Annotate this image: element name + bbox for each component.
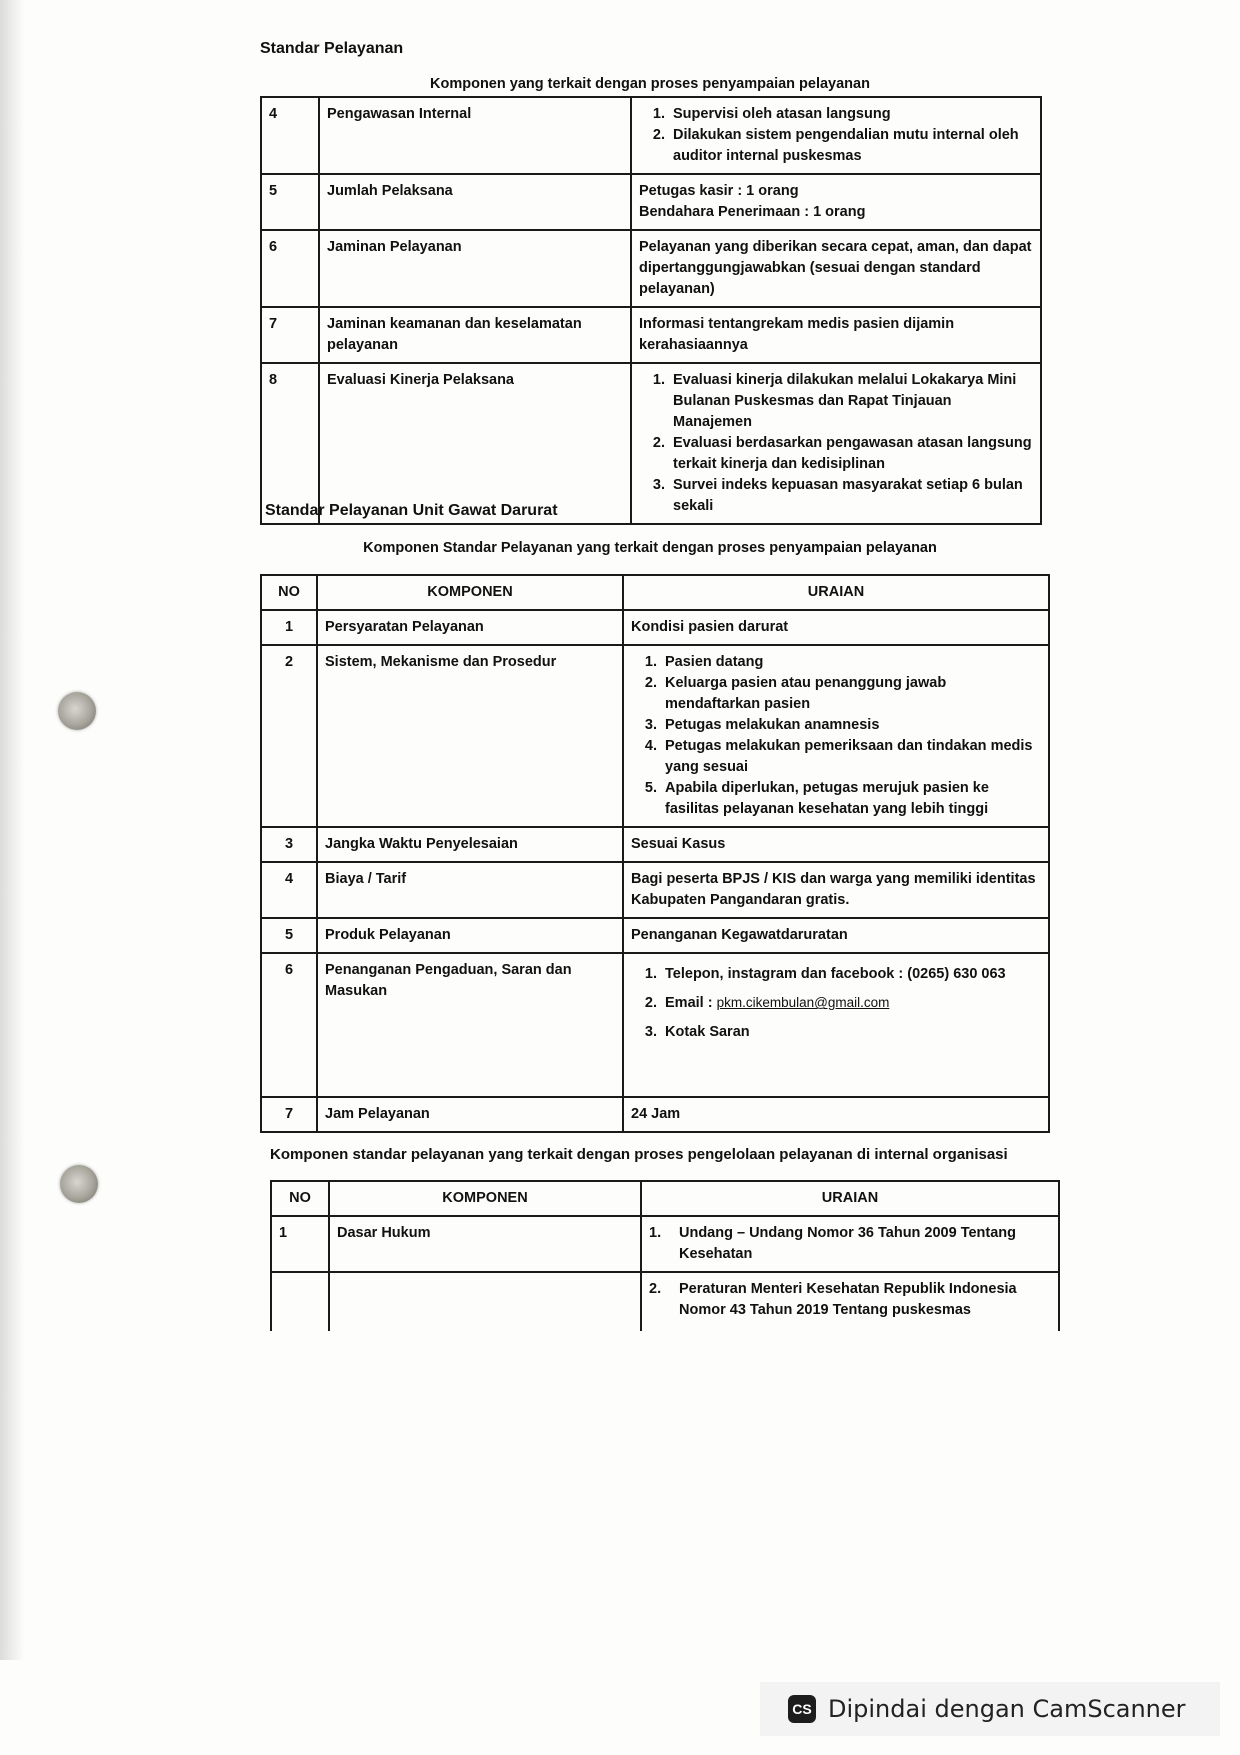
component-description (623, 953, 1049, 1097)
component-name: Evaluasi Kinerja Pelaksana (319, 363, 631, 524)
table-row (261, 1097, 1049, 1132)
table-row (261, 827, 1049, 862)
description-list (639, 370, 1033, 517)
component-name: Produk Pelayanan (317, 918, 623, 953)
component-name: Jaminan Pelayanan (319, 230, 631, 307)
component-name: Jangka Waktu Penyelesaian (317, 827, 623, 862)
component-name: Pengawasan Internal (319, 97, 631, 174)
scan-edge-shadow (0, 0, 24, 1660)
table-row (261, 307, 1041, 363)
component-description (631, 363, 1041, 524)
description-list (631, 652, 1041, 820)
row-number: 4 (261, 862, 317, 918)
component-description: Sesuai Kasus (623, 827, 1049, 862)
row-number: 4 (261, 97, 319, 174)
contact-email (661, 989, 1041, 1018)
table-internal-organisasi (270, 1180, 1060, 1331)
list-item: 1. Supervisi oleh atasan langsung (669, 104, 1033, 125)
component-description: Penanganan Kegawatdaruratan (623, 918, 1049, 953)
component-description (631, 97, 1041, 174)
row-number: 1 (261, 610, 317, 645)
component-description: Kondisi pasien darurat (623, 610, 1049, 645)
description-list (639, 104, 1033, 167)
email-label: Email : (665, 995, 713, 1012)
camscanner-text: Dipindai dengan CamScanner (828, 1695, 1186, 1723)
item-text: Peraturan Menteri Kesehatan Republik Indonesia Nomor 43 Tahun 2019 Tentang puskesmas (679, 1281, 1017, 1319)
component-name: Sistem, Mekanisme dan Prosedur (317, 645, 623, 827)
contact-phone: 1. Telepon, instagram dan facebook : (0265) 630 063 (661, 960, 1041, 989)
table-row (261, 953, 1049, 1097)
table-header-row (261, 575, 1049, 610)
list-item: 4. Petugas melakukan pemeriksaan dan tindakan medis yang sesuai (661, 736, 1041, 778)
camscanner-logo-icon: CS (788, 1695, 816, 1723)
email-link[interactable]: pkm.cikembulan@gmail.com (716, 995, 890, 1011)
list-item: 3. Survei indeks kepuasan masyarakat setiap 6 bulan sekali (669, 475, 1033, 517)
row-number: 5 (261, 174, 319, 230)
row-number (271, 1272, 329, 1331)
table-row (261, 363, 1041, 524)
row-number: 3 (261, 827, 317, 862)
row-number: 2 (261, 645, 317, 827)
component-description: Bagi peserta BPJS / KIS dan warga yang memiliki identitas Kabupaten Pangandaran gratis. (623, 862, 1049, 918)
component-description: 24 Jam (623, 1097, 1049, 1132)
component-description (641, 1272, 1059, 1331)
item-number: 1. (649, 1225, 662, 1242)
list-item: 2. Keluarga pasien atau penanggung jawab mendaftarkan pasien (661, 673, 1041, 715)
item-text: Undang – Undang Nomor 36 Tahun 2009 Tentang Kesehatan (679, 1225, 1017, 1263)
item-number: 2. (649, 1281, 662, 1298)
section2-caption: Komponen Standar Pelayanan yang terkait dengan proses penyampaian pelayanan (363, 540, 937, 556)
description-line: Bendahara Penerimaan : 1 orang (639, 204, 866, 221)
table-unit-gawat-darurat (260, 574, 1050, 1133)
table-row (271, 1272, 1059, 1331)
row-number: 5 (261, 918, 317, 953)
list-item: 3. Petugas melakukan anamnesis (661, 715, 1041, 736)
list-item: 5. Apabila diperlukan, petugas merujuk pasien ke fasilitas pelayanan kesehatan yang lebih tinggi (661, 778, 1041, 820)
component-name: Persyaratan Pelayanan (317, 610, 623, 645)
contact-list (631, 960, 1041, 1047)
section2-heading: Standar Pelayanan Unit Gawat Darurat (265, 502, 558, 519)
description-line: Petugas kasir : 1 orang (639, 183, 799, 200)
list-item: 2. Dilakukan sistem pengendalian mutu internal oleh auditor internal puskesmas (669, 125, 1033, 167)
table-row (261, 918, 1049, 953)
description-item (649, 1223, 1051, 1265)
page-heading: Standar Pelayanan (260, 40, 404, 57)
contact-suggestion-box: 3. Kotak Saran (661, 1018, 1041, 1047)
column-header-komponen: KOMPONEN (329, 1181, 641, 1216)
component-description: Informasi tentangrekam medis pasien dijamin kerahasiaannya (631, 307, 1041, 363)
row-number: 1 (271, 1216, 329, 1272)
list-item: 1. Pasien datang (661, 652, 1041, 673)
column-header-no: NO (261, 575, 317, 610)
component-description (623, 645, 1049, 827)
list-item: 2. Evaluasi berdasarkan pengawasan atasan langsung terkait kinerja dan kedisiplinan (669, 433, 1033, 475)
punch-hole-bottom (60, 1165, 98, 1203)
list-item: 1. Evaluasi kinerja dilakukan melalui Lokakarya Mini Bulanan Puskesmas dan Rapat Tinjauan Manajemen (669, 370, 1033, 433)
punch-hole-top (58, 692, 96, 730)
table-row (271, 1216, 1059, 1272)
table1-caption: Komponen yang terkait dengan proses penyampaian pelayanan (430, 76, 870, 92)
row-number: 8 (261, 363, 319, 524)
table-header-row (271, 1181, 1059, 1216)
row-number: 6 (261, 953, 317, 1097)
column-header-komponen: KOMPONEN (317, 575, 623, 610)
section3-heading: Komponen standar pelayanan yang terkait dengan proses pengelolaan pelayanan di internal organisasi (270, 1146, 1008, 1163)
column-header-uraian: URAIAN (641, 1181, 1059, 1216)
component-name (329, 1272, 641, 1331)
table-row (261, 97, 1041, 174)
column-header-no: NO (271, 1181, 329, 1216)
component-name: Jumlah Pelaksana (319, 174, 631, 230)
component-name: Penanganan Pengaduan, Saran dan Masukan (317, 953, 623, 1097)
component-description (641, 1216, 1059, 1272)
description-item (649, 1279, 1051, 1321)
table-penyampaian-pelayanan (260, 96, 1042, 525)
component-name: Biaya / Tarif (317, 862, 623, 918)
component-name: Jam Pelayanan (317, 1097, 623, 1132)
component-description: Pelayanan yang diberikan secara cepat, aman, dan dapat dipertanggungjawabkan (sesuai dengan standard pelayanan) (631, 230, 1041, 307)
camscanner-watermark (760, 1682, 1220, 1736)
table-row (261, 862, 1049, 918)
component-name: Dasar Hukum (329, 1216, 641, 1272)
table-row (261, 610, 1049, 645)
table-row (261, 174, 1041, 230)
component-name: Jaminan keamanan dan keselamatan pelayanan (319, 307, 631, 363)
component-description (631, 174, 1041, 230)
table-row (261, 645, 1049, 827)
row-number: 7 (261, 307, 319, 363)
row-number: 7 (261, 1097, 317, 1132)
row-number: 6 (261, 230, 319, 307)
table-row (261, 230, 1041, 307)
column-header-uraian: URAIAN (623, 575, 1049, 610)
